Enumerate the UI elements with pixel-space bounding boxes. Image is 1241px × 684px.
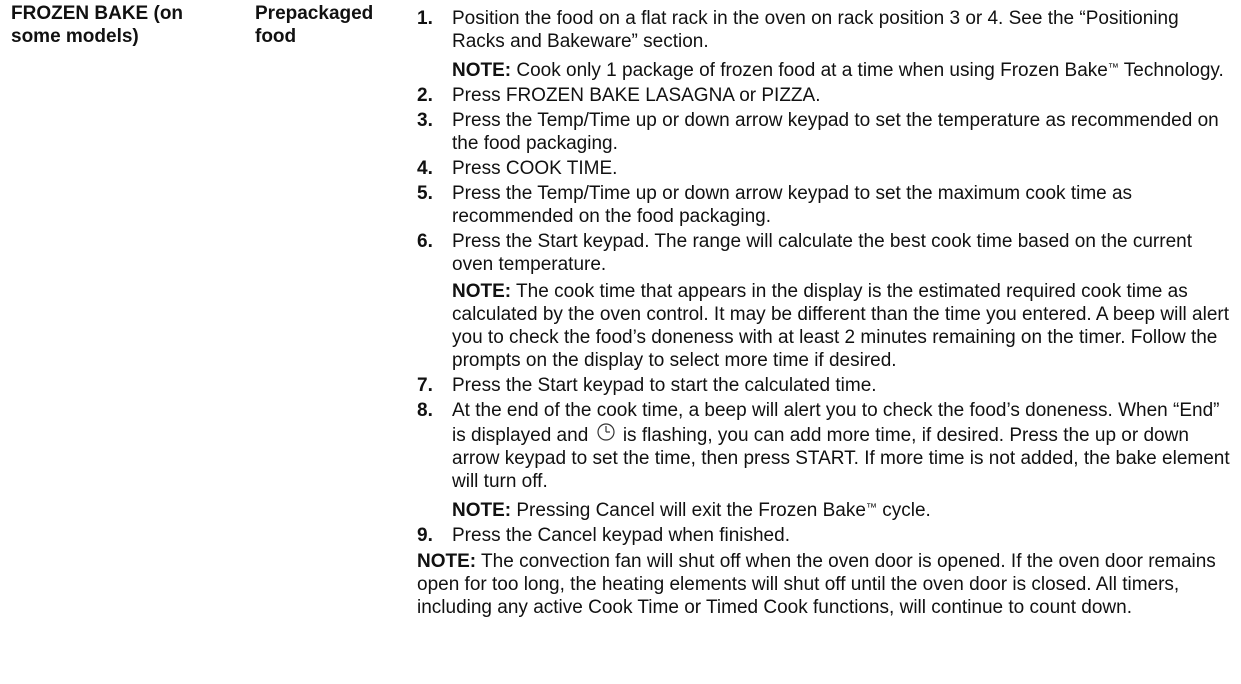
step-text-part-b: is flashing, you can add more time, if desired. Press the up or down arrow keypad to set the time, then press START. If more time is not added, the bake element will turn off.	[452, 425, 1230, 492]
cooking-mode-label	[11, 2, 236, 48]
trademark-symbol: ™	[865, 502, 877, 514]
step-number: 5.	[417, 183, 433, 204]
step-text: Press FROZEN BAKE LASAGNA or PIZZA.	[452, 85, 821, 106]
step-number: 9.	[417, 525, 433, 546]
step-4	[417, 157, 1235, 180]
step-5	[417, 182, 1235, 228]
step-8	[417, 399, 1235, 522]
step-number: 2.	[417, 85, 433, 106]
step-text: Position the food on a flat rack in the oven on rack position 3 or 4. See the “Positioning Racks and Bakeware” section.	[452, 8, 1179, 52]
note-label: NOTE:	[452, 500, 512, 521]
step-text: Press COOK TIME.	[452, 158, 618, 179]
step-1	[417, 7, 1235, 82]
step-note	[452, 280, 1235, 372]
final-note	[417, 550, 1235, 619]
step-text: Press the Start keypad to start the calculated time.	[452, 375, 877, 396]
step-text	[452, 399, 1235, 493]
food-line-1: Prepackaged	[255, 3, 374, 24]
trademark-symbol: ™	[1107, 62, 1119, 74]
step-text: Press the Temp/Time up or down arrow keypad to set the maximum cook time as recommended on the food packaging.	[452, 183, 1133, 227]
step-text: Press the Temp/Time up or down arrow keypad to set the temperature as recommended on the food packaging.	[452, 110, 1219, 154]
step-number: 4.	[417, 158, 433, 179]
step-note	[452, 497, 1235, 522]
step-number: 3.	[417, 110, 433, 131]
step-number: 1.	[417, 8, 433, 29]
note-label: NOTE:	[452, 60, 512, 81]
step-note	[452, 57, 1235, 82]
instructions-column	[417, 7, 1235, 619]
step-text: Press the Start keypad. The range will calculate the best cook time based on the current oven temperature.	[452, 231, 1192, 275]
step-text-part-a: At the end of the cook time, a beep will alert you to check the food’s doneness. When “End” is displayed and	[452, 400, 1220, 446]
step-2	[417, 84, 1235, 107]
note-text: The convection fan will shut off when the oven door is opened. If the oven door remains open for too long, the heating elements will shut off until the oven door is closed. All timers, including any active Cook Time or Timed Cook functions, will continue to count down.	[417, 551, 1216, 618]
step-9	[417, 524, 1235, 547]
note-text: Cook only 1 package of frozen food at a time when using Frozen Bake	[511, 60, 1108, 81]
food-line-2: food	[255, 26, 297, 47]
step-7	[417, 374, 1235, 397]
mode-line-2: some models)	[11, 26, 139, 47]
step-number: 6.	[417, 231, 433, 252]
step-3	[417, 109, 1235, 155]
note-text: Pressing Cancel will exit the Frozen Bake	[511, 500, 866, 521]
note-text-end: cycle.	[876, 500, 931, 521]
note-label: NOTE:	[452, 281, 512, 302]
step-text: Press the Cancel keypad when finished.	[452, 525, 790, 546]
note-label: NOTE:	[417, 551, 477, 572]
clock-icon	[596, 422, 616, 442]
step-6	[417, 230, 1235, 372]
step-number: 8.	[417, 400, 433, 421]
food-type-label	[255, 2, 405, 48]
step-number: 7.	[417, 375, 433, 396]
note-text-end: Technology.	[1118, 60, 1224, 81]
mode-line-1: FROZEN BAKE (on	[11, 3, 184, 24]
note-text: The cook time that appears in the display is the estimated required cook time as calculated by the oven control. It may be different than the time you entered. A beep will alert you to check the food’s doneness with at least 2 minutes remaining on the timer. Follow the prompts on the display to select more time if desired.	[452, 281, 1230, 371]
